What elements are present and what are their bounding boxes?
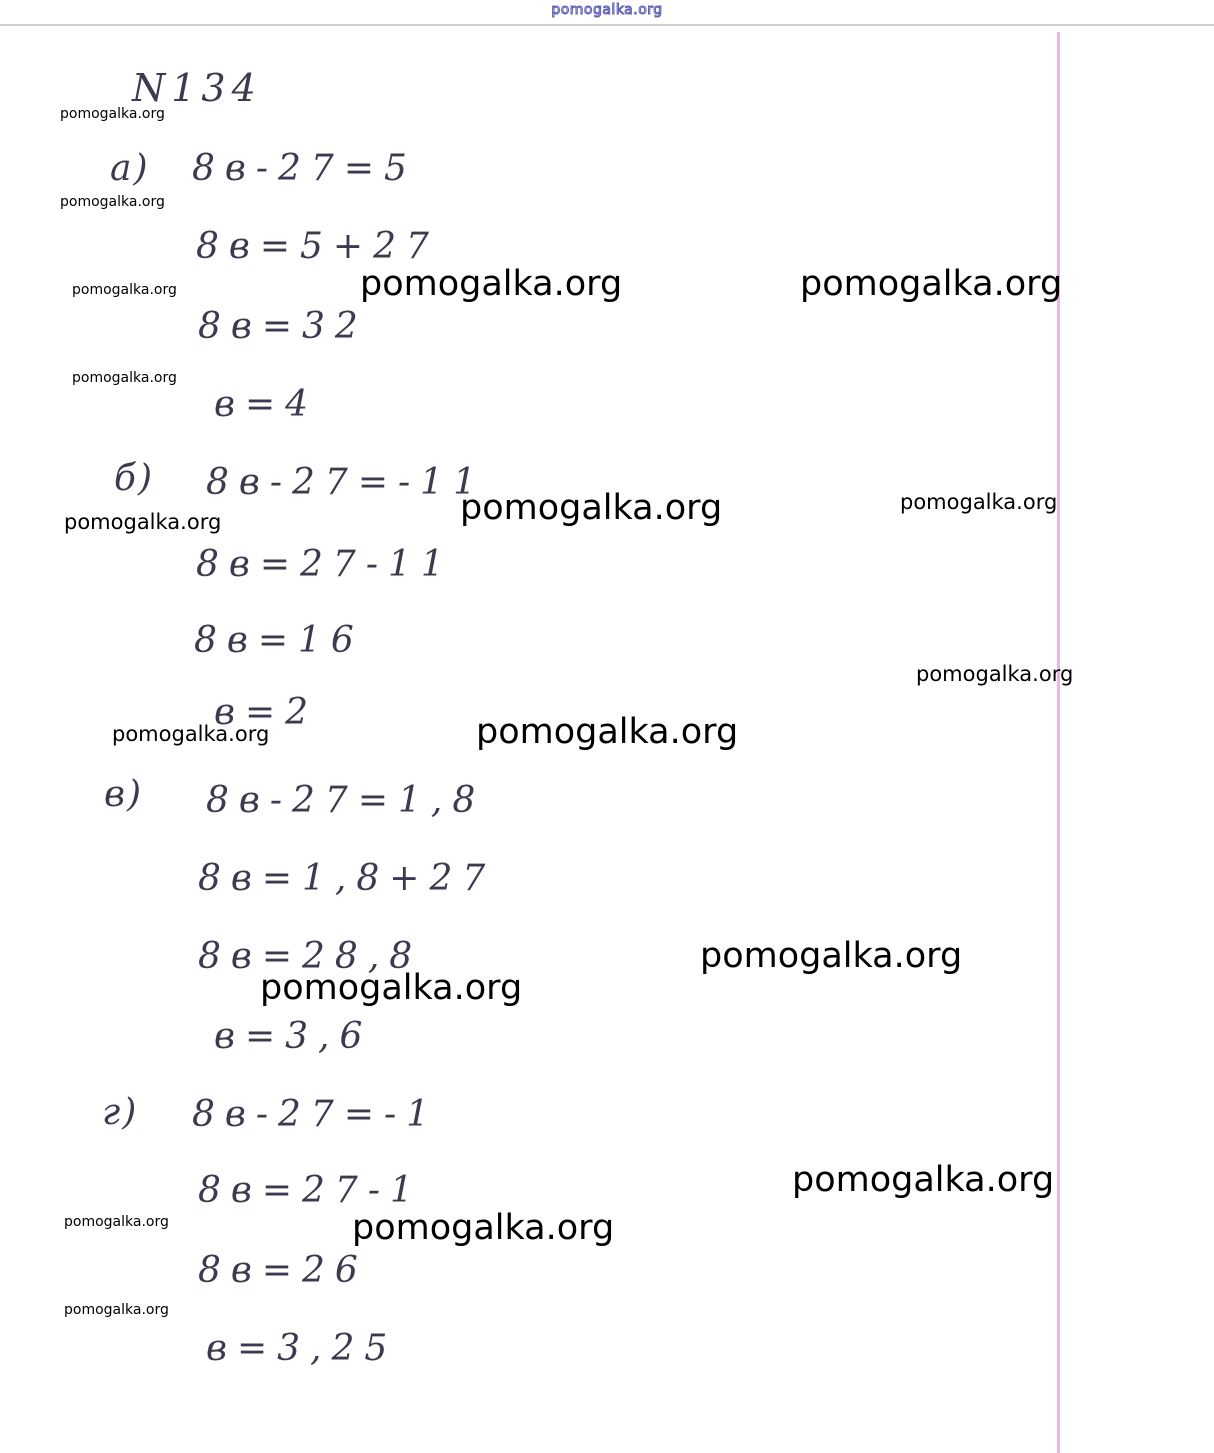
watermark: pomogalka.org [60, 106, 165, 122]
watermark: pomogalka.org [72, 282, 177, 298]
watermark: pomogalka.org [64, 1302, 169, 1318]
part-v-line-4: в=3,6 [214, 1016, 373, 1057]
watermark: pomogalka.org [112, 722, 270, 746]
watermark: pomogalka.org [916, 662, 1074, 686]
part-v-line-2: 8в=1,8+27 [198, 858, 496, 899]
watermark: pomogalka.org [476, 712, 739, 752]
part-g-line-2: 8в=27-1 [198, 1170, 423, 1211]
part-v-line-3: 8в=28,8 [198, 936, 423, 977]
part-a-label: а) [110, 148, 150, 189]
part-g-line-3: 8в=26 [198, 1250, 368, 1291]
part-b-line-2: 8в=27-11 [196, 544, 454, 585]
watermark: pomogalka.org [64, 510, 222, 534]
page-margin-line [1057, 32, 1060, 1453]
part-b-line-3: 8в=16 [194, 620, 364, 661]
part-b-label: б) [114, 458, 155, 499]
part-b-line-1: 8в-27=-11 [206, 462, 486, 503]
part-g-label: г) [102, 1092, 139, 1133]
part-b-line-4: в=2 [214, 692, 319, 733]
watermark: pomogalka.org [700, 936, 963, 976]
part-a-line-4: в=4 [214, 384, 319, 425]
watermark: pomogalka.org [800, 264, 1063, 304]
part-g-line-4: в=3,25 [206, 1328, 398, 1369]
watermark: pomogalka.org [900, 490, 1058, 514]
watermark: pomogalka.org [260, 968, 523, 1008]
watermark: pomogalka.org [64, 1214, 169, 1230]
watermark: pomogalka.org [352, 1208, 615, 1248]
part-a-line-3: 8в=32 [198, 306, 368, 347]
watermark: pomogalka.org [72, 370, 177, 386]
site-header-logo: pomogalka.org [551, 2, 663, 18]
part-v-line-1: 8в-27=1,8 [206, 780, 486, 821]
part-a-line-1: 8в-27=5 [192, 148, 417, 189]
watermark: pomogalka.org [360, 264, 623, 304]
part-v-label: в) [104, 774, 143, 815]
problem-number: N134 [132, 66, 262, 110]
top-divider [0, 24, 1214, 26]
watermark: pomogalka.org [460, 488, 723, 528]
part-g-line-1: 8в-27=-1 [192, 1094, 440, 1135]
watermark: pomogalka.org [792, 1160, 1055, 1200]
watermark: pomogalka.org [60, 194, 165, 210]
part-a-line-2: 8в=5+27 [196, 226, 439, 267]
